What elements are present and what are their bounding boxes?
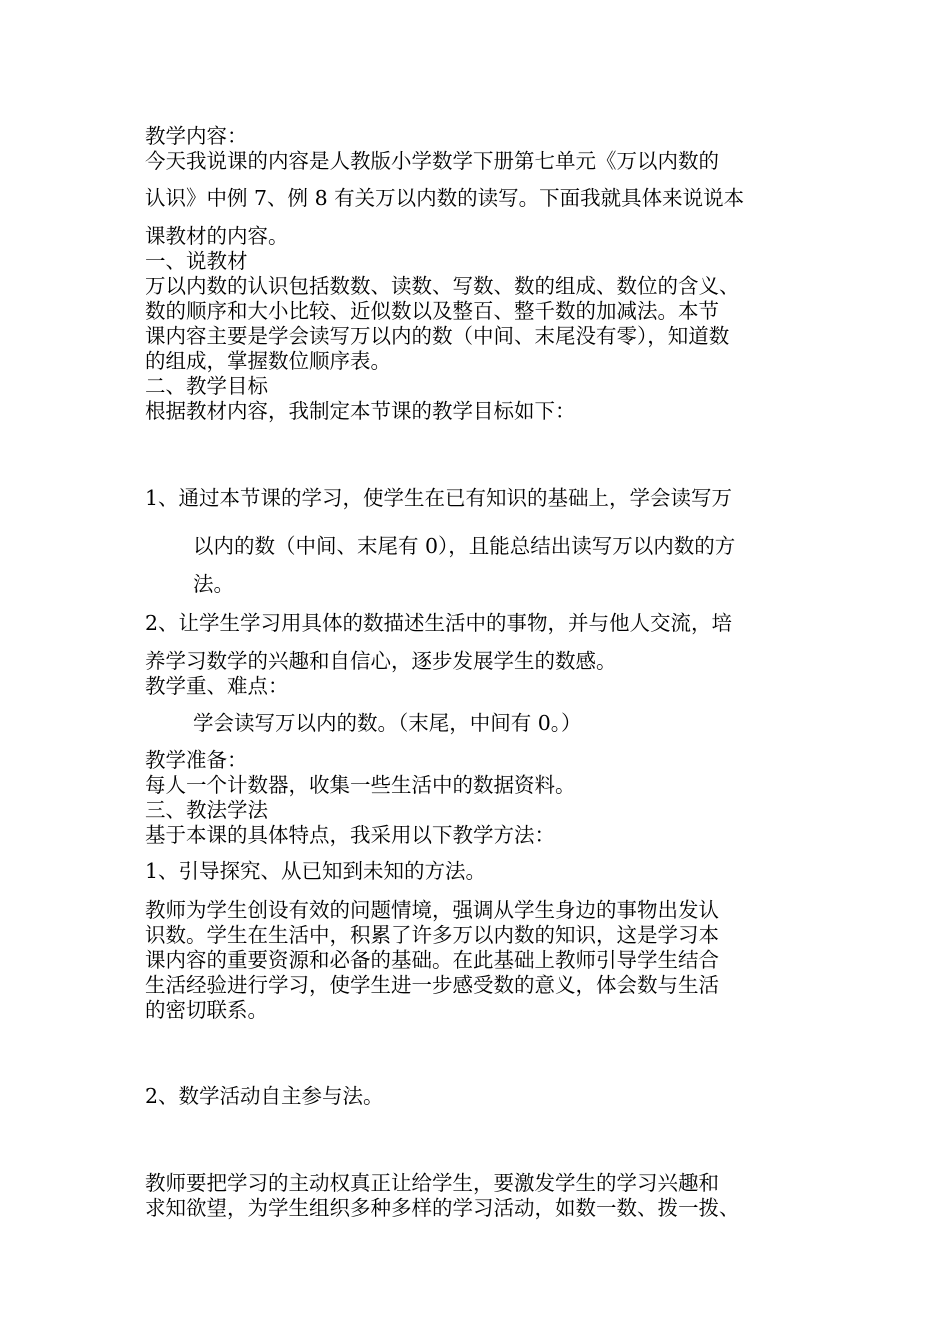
key-points-text: 学会读写万以内的数。（末尾，中间有 0。） [193,711,582,735]
list-item: 2、数学活动自主参与法。 [145,1084,384,1108]
paragraph-line: 生活经验进行学习，使学生进一步感受数的意义，体会数与生活 [145,973,719,997]
paragraph-line: 教师要把学习的主动权真正让给学生，要激发学生的学习兴趣和 [145,1171,719,1195]
section-heading-methods: 三、教法学法 [145,798,268,822]
paragraph-line: 今天我说课的内容是人教版小学数学下册第七单元《万以内数的 [145,149,719,173]
paragraph-line: 课内容主要是学会读写万以内的数（中间、末尾没有零），知道数 [145,324,730,348]
paragraph-line: 课教材的内容。 [145,224,289,248]
paragraph-line: 万以内数的认识包括数数、读数、写数、数的组成、数位的含义、 [145,274,740,298]
list-item-continuation: 养学习数学的兴趣和自信心，逐步发展学生的数感。 [145,649,617,673]
list-item: 2、让学生学习用具体的数描述生活中的事物，并与他人交流，培 [145,611,733,635]
paragraph-line: 求知欲望，为学生组织多种多样的学习活动，如数一数、拨一拨、 [145,1196,740,1220]
paragraph-line: 教师为学生创设有效的问题情境，强调从学生身边的事物出发认 [145,898,719,922]
heading-teaching-content: 教学内容： [145,124,248,148]
paragraph-line: 的组成，掌握数位顺序表。 [145,349,391,373]
paragraph-line: 课内容的重要资源和必备的基础。在此基础上教师引导学生结合 [145,948,719,972]
heading-key-points: 教学重、难点： [145,674,289,698]
list-item: 1、引导探究、从已知到未知的方法。 [145,859,487,883]
paragraph-line: 认识》中例 7、例 8 有关万以内数的读写。下面我就具体来说说本 [145,186,745,210]
paragraph-line: 根据教材内容，我制定本节课的教学目标如下： [145,399,576,423]
list-item-continuation: 以内的数（中间、末尾有 0），且能总结出读写万以内数的方 [193,534,736,558]
paragraph-line: 的密切联系。 [145,998,268,1022]
paragraph-line: 数的顺序和大小比较、近似数以及整百、整千数的加减法。本节 [145,299,719,323]
paragraph-line: 每人一个计数器，收集一些生活中的数据资料。 [145,773,576,797]
heading-preparation: 教学准备： [145,748,248,772]
section-heading-objectives: 二、教学目标 [145,374,268,398]
list-item: 1、通过本节课的学习，使学生在已有知识的基础上，学会读写万 [145,486,733,510]
section-heading-textbook: 一、说教材 [145,249,248,273]
list-item-continuation: 法。 [193,572,234,596]
paragraph-line: 识数。学生在生活中，积累了许多万以内数的知识，这是学习本 [145,923,719,947]
paragraph-line: 基于本课的具体特点，我采用以下教学方法： [145,823,555,847]
